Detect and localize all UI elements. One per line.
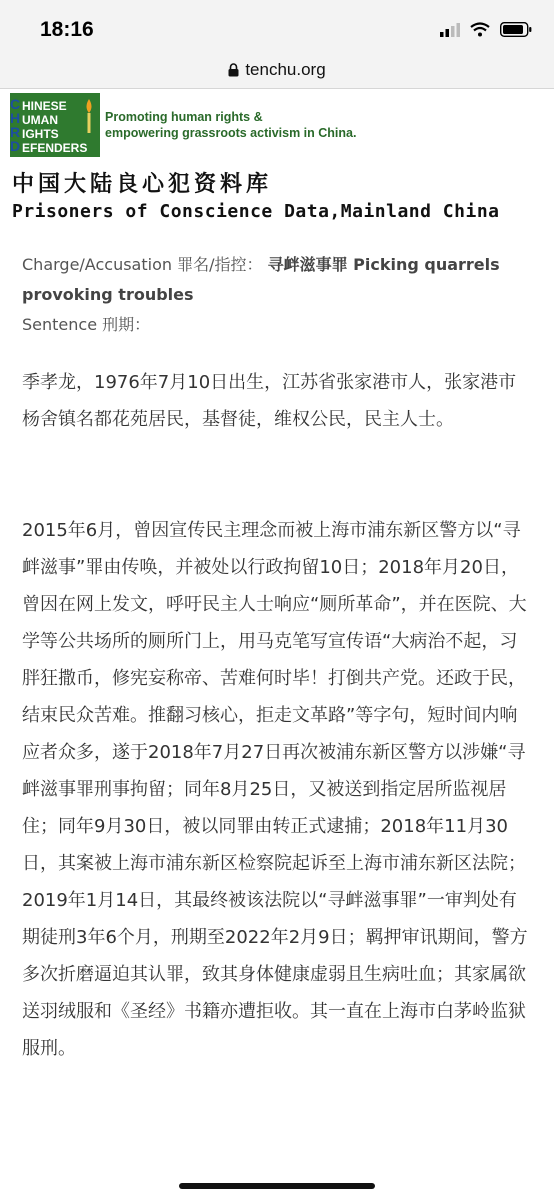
logo-word: IGHTS	[22, 127, 59, 141]
status-icons	[440, 22, 532, 37]
lock-icon	[228, 63, 239, 77]
flame-icon	[82, 99, 96, 135]
article-paragraph: 2015年6月，曾因宣传民主理念而被上海市浦东新区警方以“寻衅滋事”罪由传唤，并被处以行政拘留10日；2018年月20日，曾因在网上发文，呼吁民主人士响应“厕所革命”，并在医院、大学等公共场所的厕所门上，用马克笔写宣传语“大病治不起，习胖狂撒币，修宪妄称帝、苦难何时毕！打倒共产党。还政于民，结束民众苦难。推翻习核心，拒走文革路”等字句，短时间内响应者众多，遂于2018年7月27日再次被浦东新区警方以涉嫌“寻衅滋事罪刑事拘留；同年8月25日，又被送到指定居所监视居住；同年9月30日，被以同罪由转正式逮捕；2018年11月30日，其案被上海市浦东新区检察院起诉至上海市浦东新区法院；	[22, 520, 527, 874]
logo-words	[22, 99, 87, 155]
tagline-line-2: empowering grassroots activism in China.	[105, 126, 357, 140]
article-body	[22, 364, 534, 1067]
status-time: 18:16	[40, 18, 94, 41]
address-bar[interactable]	[0, 52, 554, 89]
logo-word: UMAN	[22, 113, 58, 127]
banner-title-chinese: 中国大陆良心犯资料库	[12, 172, 273, 197]
banner-tagline	[105, 109, 356, 141]
wifi-icon	[470, 22, 490, 37]
logo-word: HINESE	[22, 99, 67, 113]
article-paragraph: 2019年1月14日，其最终被该法院以“寻衅滋事罪”一审判处有期徒刑3年6个月，刑期至2022年2月9日；羁押审讯期间，警方多次折磨逼迫其认罪，致其身体健康虚弱且生病吐血；其家属欲送羽绒服和《圣经》书籍亦遭拒收。其一直在上海市白茅岭监狱服刑。	[22, 890, 528, 1059]
battery-icon	[500, 22, 532, 37]
status-bar	[0, 0, 554, 52]
paragraph-gap	[22, 438, 534, 512]
logo-word: EFENDERS	[22, 141, 88, 155]
banner-title-english: Prisoners of Conscience Data,Mainland China	[12, 201, 500, 222]
signal-icon	[440, 23, 460, 37]
article-paragraph: 季孝龙，1976年7月10日出生，江苏省张家港市人，张家港市杨舍镇名都花苑居民，基督徒，维权公民，民主人士。	[22, 372, 517, 430]
prisoner-meta	[22, 250, 532, 340]
site-banner	[0, 89, 530, 231]
logo-initial: R	[10, 124, 21, 140]
logo-initials	[10, 97, 22, 153]
logo-initial: H	[10, 110, 21, 126]
tagline-line-1: Promoting human rights &	[105, 110, 263, 124]
url-text: tenchu.org	[245, 60, 326, 79]
sentence-label: Sentence 刑期：	[22, 315, 151, 334]
logo-initial: D	[10, 138, 21, 154]
home-indicator[interactable]	[179, 1183, 375, 1189]
charge-label: Charge/Accusation 罪名/指控：	[22, 255, 263, 274]
logo-initial: C	[10, 96, 21, 112]
chrd-logo	[10, 93, 100, 157]
charge-value: 寻衅滋事罪 Picking quarrels provoking troubles	[22, 255, 500, 304]
charge-row	[22, 250, 532, 310]
